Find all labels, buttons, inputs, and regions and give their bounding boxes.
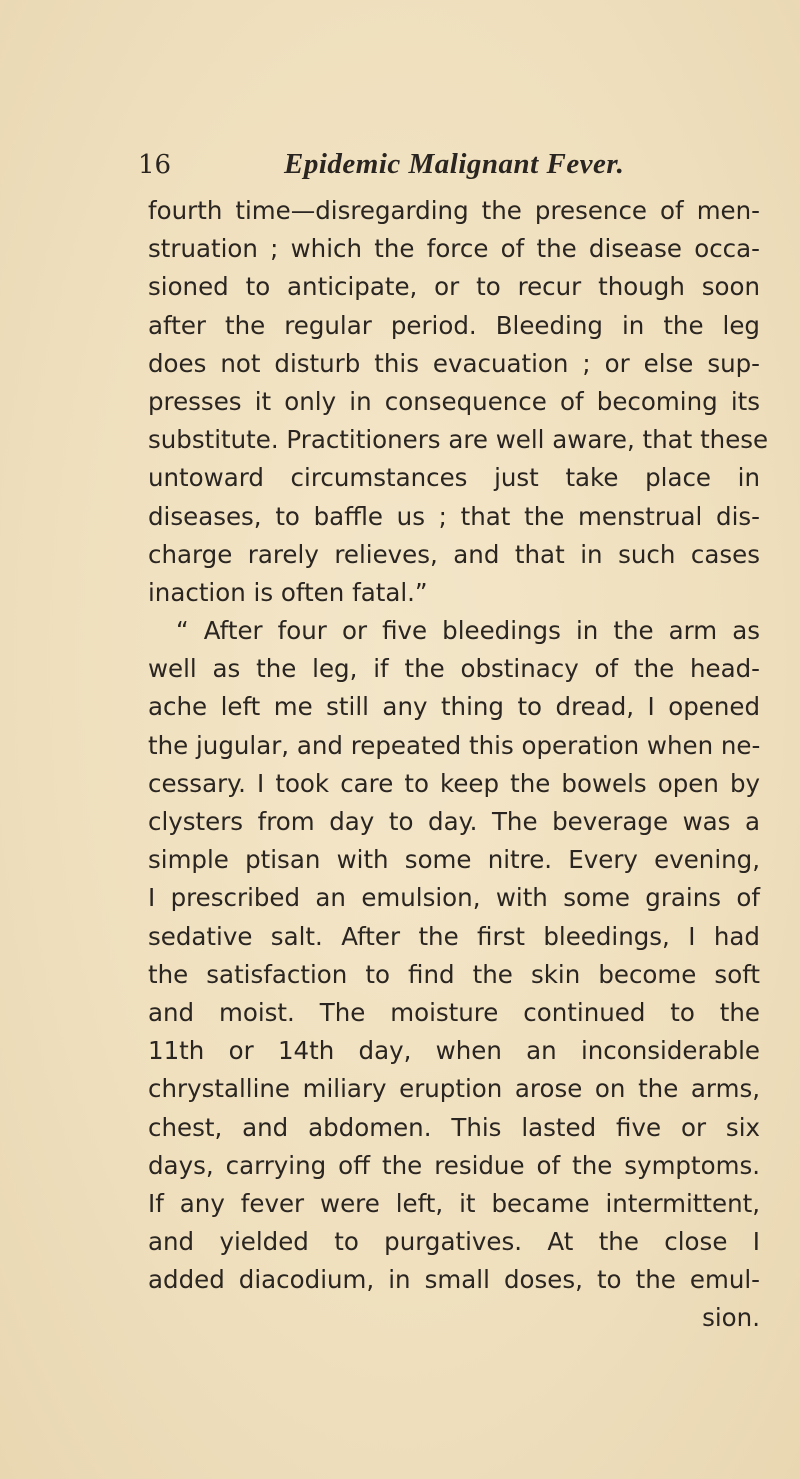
text-line: presses it only in consequence of becoming its: [148, 386, 760, 416]
text-line: I prescribed an emulsion, with some grains of: [148, 883, 760, 913]
text-line: chrystalline miliary eruption arose on the arms,: [148, 1074, 760, 1104]
text-line: clysters from day to day. The beverage was a: [148, 807, 760, 836]
text-line: “ After four or five bleedings in the arm as: [176, 616, 760, 646]
text-line: substitute. Practitioners are well aware, that these: [148, 425, 769, 455]
text-line: ache left me still any thing to dread, I opened: [148, 692, 760, 722]
body-text: [148, 192, 769, 1338]
text-line: charge rarely relieves, and that in such cases: [148, 539, 760, 569]
text-line: untoward circumstances just take place in: [148, 463, 760, 493]
text-line: the satisfaction to find the skin become soft: [148, 959, 760, 989]
running-title: Epidemic Malignant Fever.: [284, 148, 625, 180]
text-line: simple ptisan with some nitre. Every evening,: [148, 845, 760, 875]
text-line: sion.: [702, 1303, 760, 1333]
text-line: inaction is often fatal.”: [148, 577, 428, 607]
page-number: 16: [138, 150, 172, 180]
text-line: days, carrying off the residue of the symptoms.: [148, 1150, 760, 1180]
text-line: well as the leg, if the obstinacy of the head-: [148, 654, 760, 684]
text-line: sedative salt. After the first bleedings, I had: [148, 921, 760, 951]
text-line: does not disturb this evacuation ; or else sup-: [148, 348, 760, 378]
text-line: If any fever were left, it became intermittent,: [148, 1188, 760, 1218]
text-line: struation ; which the force of the disease occa-: [148, 234, 760, 264]
text-line: chest, and abdomen. This lasted five or six: [148, 1112, 760, 1142]
text-line: sioned to anticipate, or to recur though soon: [148, 272, 760, 302]
text-line: and yielded to purgatives. At the close I: [148, 1227, 760, 1257]
text-line: diseases, to baffle us ; that the menstrual dis-: [148, 501, 760, 531]
text-line: fourth time—disregarding the presence of men-: [148, 196, 760, 225]
running-head: [138, 150, 758, 190]
text-line: added diacodium, in small doses, to the emul-: [148, 1265, 760, 1295]
text-line: the jugular, and repeated this operation when ne-: [148, 730, 761, 760]
text-line: after the regular period. Bleeding in the leg: [148, 310, 760, 340]
text-line: cessary. I took care to keep the bowels open by: [148, 768, 760, 798]
text-line: 11th or 14th day, when an inconsiderable: [148, 1036, 760, 1066]
text-line: and moist. The moisture continued to the: [148, 997, 760, 1027]
